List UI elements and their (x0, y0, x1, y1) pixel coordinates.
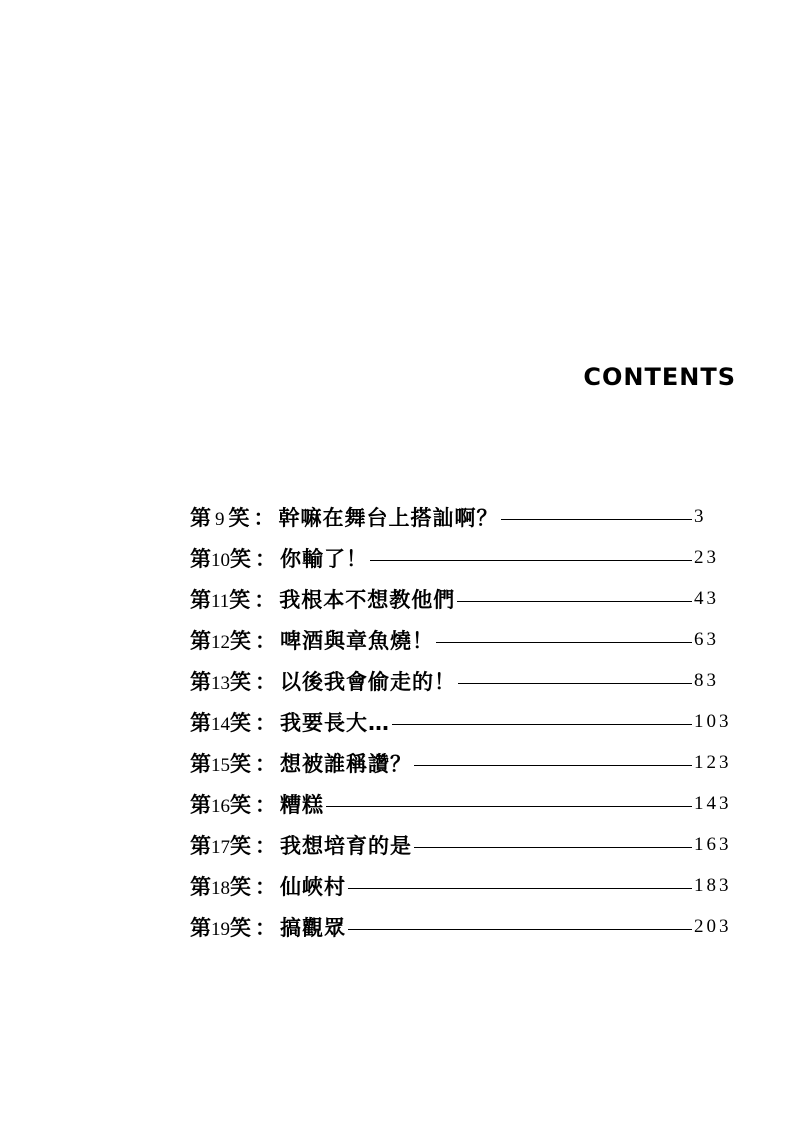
chapter-suffix: 笑 (230, 792, 251, 817)
chapter-label (190, 666, 251, 696)
separator: ： (255, 546, 276, 571)
chapter-suffix: 笑 (229, 587, 251, 612)
toc-entry (190, 660, 750, 701)
chapter-number: 10 (211, 549, 230, 571)
chapter-suffix: 笑 (230, 751, 251, 776)
toc-entry (190, 537, 750, 578)
chapter-label (190, 543, 251, 573)
chapter-prefix: 第 (190, 915, 211, 940)
separator: ： (255, 628, 276, 653)
chapter-suffix: 笑 (230, 669, 251, 694)
separator: ： (255, 915, 276, 940)
page-number: 3 (694, 505, 707, 527)
chapter-suffix: 笑 (230, 874, 251, 899)
chapter-title: 我想培育的是 (280, 833, 412, 858)
chapter-title: 仙峽村 (280, 874, 346, 899)
chapter-title: 啤酒與章魚燒！ (280, 628, 434, 653)
chapter-label (190, 748, 251, 778)
chapter-number: 12 (211, 631, 230, 653)
chapter-number: 18 (211, 877, 230, 899)
toc-entry (190, 619, 750, 660)
chapter-prefix: 第 (190, 587, 211, 612)
leader-line (348, 929, 692, 930)
separator: ： (255, 751, 276, 776)
leader-line (436, 642, 692, 643)
chapter-suffix: 笑 (230, 915, 251, 940)
chapter-title: 幹嘛在舞台上搭訕啊？ (278, 505, 499, 530)
page-number: 63 (694, 628, 719, 650)
leader-line (414, 847, 692, 848)
leader-line (370, 560, 692, 561)
table-of-contents (190, 496, 750, 947)
page-number: 83 (694, 669, 719, 691)
toc-entry (190, 783, 750, 824)
chapter-suffix: 笑 (230, 628, 251, 653)
toc-entry (190, 701, 750, 742)
page-number: 203 (694, 915, 732, 937)
chapter-prefix: 第 (190, 505, 211, 530)
chapter-suffix: 笑 (230, 833, 251, 858)
chapter-prefix: 第 (190, 669, 211, 694)
toc-entry (190, 742, 750, 783)
chapter-title: 我根本不想教他們 (279, 587, 456, 612)
leader-line (457, 601, 692, 602)
chapter-label (190, 584, 250, 614)
chapter-label (190, 789, 251, 819)
chapter-prefix: 第 (190, 833, 211, 858)
chapter-number: 9 (215, 508, 225, 530)
toc-entry (190, 496, 750, 537)
chapter-prefix: 第 (190, 628, 211, 653)
chapter-suffix: 笑 (228, 505, 250, 530)
chapter-number: 13 (211, 672, 230, 694)
chapter-prefix: 第 (190, 792, 211, 817)
chapter-prefix: 第 (190, 751, 211, 776)
leader-line (326, 806, 692, 807)
toc-entry (190, 578, 750, 619)
chapter-title: 糟糕 (280, 792, 324, 817)
leader-line (348, 888, 692, 889)
chapter-label (190, 707, 251, 737)
toc-entry (190, 824, 750, 865)
chapter-prefix: 第 (190, 710, 211, 735)
chapter-number: 15 (211, 754, 230, 776)
contents-heading: CONTENTS (583, 363, 736, 391)
separator: ： (255, 669, 276, 694)
leader-line (392, 724, 692, 725)
chapter-number: 11 (211, 590, 230, 612)
toc-entry (190, 906, 750, 947)
chapter-title: 你輸了！ (280, 546, 368, 571)
leader-line (414, 765, 692, 766)
chapter-label (190, 502, 250, 532)
page-number: 43 (694, 587, 719, 609)
page-number: 103 (694, 710, 732, 732)
leader-line (458, 683, 692, 684)
chapter-title: 我要長大… (280, 710, 390, 735)
chapter-prefix: 第 (190, 874, 211, 899)
page-number: 163 (694, 833, 732, 855)
chapter-number: 17 (211, 836, 230, 858)
separator: ： (253, 505, 275, 530)
chapter-number: 19 (211, 918, 230, 940)
leader-line (501, 519, 693, 520)
chapter-number: 16 (211, 795, 230, 817)
chapter-title: 搞觀眾 (280, 915, 346, 940)
chapter-label (190, 871, 251, 901)
chapter-prefix: 第 (190, 546, 211, 571)
chapter-suffix: 笑 (230, 546, 251, 571)
separator: ： (255, 710, 276, 735)
chapter-label (190, 625, 251, 655)
page-number: 23 (694, 546, 719, 568)
separator: ： (254, 587, 276, 612)
chapter-suffix: 笑 (230, 710, 251, 735)
chapter-label (190, 830, 251, 860)
page-number: 143 (694, 792, 732, 814)
chapter-label (190, 912, 251, 942)
separator: ： (255, 792, 276, 817)
chapter-number: 14 (211, 713, 230, 735)
chapter-title: 以後我會偷走的！ (280, 669, 456, 694)
page-number: 123 (694, 751, 732, 773)
page-number: 183 (694, 874, 732, 896)
separator: ： (255, 874, 276, 899)
chapter-title: 想被誰稱讚？ (280, 751, 412, 776)
separator: ： (255, 833, 276, 858)
toc-entry (190, 865, 750, 906)
